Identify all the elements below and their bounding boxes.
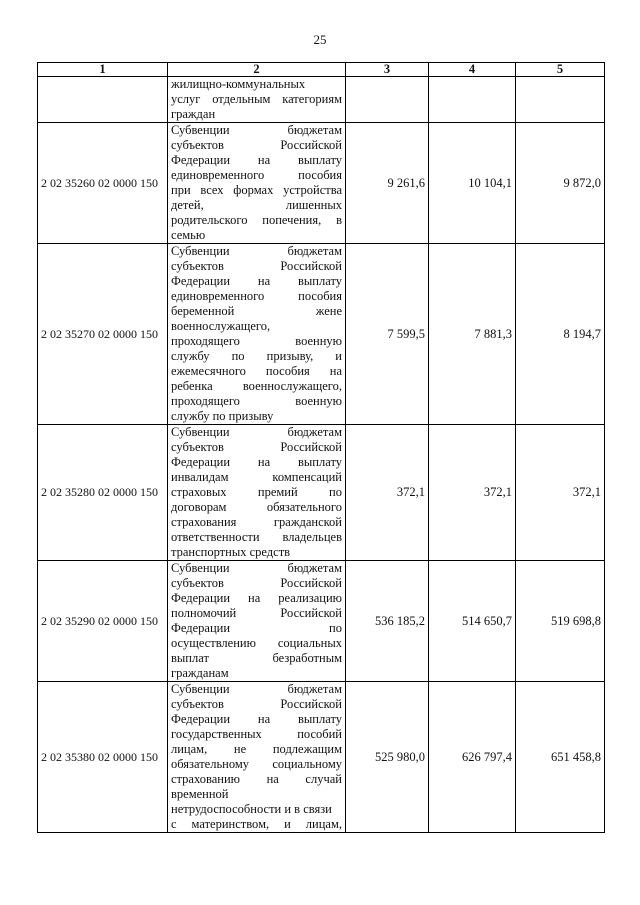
- description-line: транспортных средств: [171, 545, 291, 559]
- continuation-row: [38, 77, 605, 123]
- value-cell-col5: 9 872,0: [516, 123, 605, 244]
- value-cell: [516, 77, 605, 123]
- description-line: Федерации на выплату: [171, 153, 342, 167]
- column-header: 2: [168, 63, 346, 77]
- description-line: ежемесячного пособия на: [171, 364, 342, 378]
- column-header: 3: [346, 63, 429, 77]
- description-line: семью: [171, 228, 206, 242]
- description-line: службу по призыву: [171, 409, 274, 423]
- description-line: родительского попечения, в: [171, 213, 342, 227]
- code-cell: 2 02 35270 02 0000 150: [38, 244, 168, 425]
- column-header: 5: [516, 63, 605, 77]
- value-cell: [346, 77, 429, 123]
- table-row: [38, 561, 605, 682]
- code-cell: 2 02 35260 02 0000 150: [38, 123, 168, 244]
- description-line: полномочий Российской: [171, 606, 342, 620]
- description-line: выплат безработным: [171, 651, 342, 665]
- value-cell-col4: 626 797,4: [429, 682, 516, 833]
- description-line: жилищно-коммунальных: [171, 77, 306, 91]
- table-row: [38, 682, 605, 833]
- description-cell: [168, 244, 346, 425]
- page-number: 25: [313, 32, 327, 47]
- description-line: Федерации на выплату: [171, 274, 342, 288]
- description-line: договорам обязательного: [171, 500, 342, 514]
- value-cell-col4: 7 881,3: [429, 244, 516, 425]
- description-line: службу по призыву, и: [171, 349, 342, 363]
- description-line: страхования гражданской: [171, 515, 342, 529]
- description-line: субъектов Российской: [171, 138, 342, 152]
- description-line: нетрудоспособности и в связи: [171, 802, 332, 816]
- description-line: субъектов Российской: [171, 440, 342, 454]
- description-line: субъектов Российской: [171, 576, 342, 590]
- description-line: граждан: [171, 107, 216, 121]
- description-line: детей, лишенных: [171, 198, 342, 212]
- code-cell: [38, 77, 168, 123]
- description-line: гражданам: [171, 666, 229, 680]
- description-line: при всех формах устройства: [171, 183, 342, 197]
- description-line: ответственности владельцев: [171, 530, 342, 544]
- description-line: Субвенции бюджетам: [171, 682, 342, 696]
- description-line: Субвенции бюджетам: [171, 425, 342, 439]
- value-cell-col5: 519 698,8: [516, 561, 605, 682]
- column-header: 1: [38, 63, 168, 77]
- description-line: субъектов Российской: [171, 697, 342, 711]
- description-line: единовременного пособия: [171, 168, 342, 182]
- description-line: Федерации по: [171, 621, 342, 635]
- description-line: ребенка военнослужащего,: [171, 379, 342, 393]
- description-line: осуществлению социальных: [171, 636, 342, 650]
- description-cell: [168, 123, 346, 244]
- description-cell: [168, 561, 346, 682]
- table-row: [38, 425, 605, 561]
- description-line: Субвенции бюджетам: [171, 561, 342, 575]
- code-cell: 2 02 35280 02 0000 150: [38, 425, 168, 561]
- description-line: обязательному социальному: [171, 757, 342, 771]
- description-line: страхованию на случай: [171, 772, 342, 786]
- description-line: с материнством, и лицам,: [171, 817, 342, 831]
- code-cell: 2 02 35380 02 0000 150: [38, 682, 168, 833]
- description-line: единовременного пособия: [171, 289, 342, 303]
- description-line: Субвенции бюджетам: [171, 244, 342, 258]
- value-cell-col3: 9 261,6: [346, 123, 429, 244]
- column-header: 4: [429, 63, 516, 77]
- value-cell-col3: 536 185,2: [346, 561, 429, 682]
- description-line: услуг отдельным категориям: [171, 92, 342, 106]
- description-line: проходящего военную: [171, 394, 342, 408]
- description-line: военнослужащего,: [171, 319, 271, 333]
- description-line: временной: [171, 787, 229, 801]
- value-cell-col3: 525 980,0: [346, 682, 429, 833]
- value-cell-col5: 651 458,8: [516, 682, 605, 833]
- description-cell: [168, 682, 346, 833]
- table-row: [38, 244, 605, 425]
- description-line: Федерации на реализацию: [171, 591, 342, 605]
- description-line: страховых премий по: [171, 485, 342, 499]
- description-cell: [168, 77, 346, 123]
- description-line: инвалидам компенсаций: [171, 470, 342, 484]
- value-cell-col5: 8 194,7: [516, 244, 605, 425]
- value-cell-col3: 7 599,5: [346, 244, 429, 425]
- value-cell: [429, 77, 516, 123]
- value-cell-col5: 372,1: [516, 425, 605, 561]
- description-line: государственных пособий: [171, 727, 342, 741]
- description-line: лицам, не подлежащим: [171, 742, 342, 756]
- description-line: Субвенции бюджетам: [171, 123, 342, 137]
- table-row: [38, 123, 605, 244]
- budget-table: [37, 62, 605, 833]
- description-line: Федерации на выплату: [171, 455, 342, 469]
- description-cell: [168, 425, 346, 561]
- code-cell: 2 02 35290 02 0000 150: [38, 561, 168, 682]
- table-header-row: [38, 63, 605, 77]
- value-cell-col4: 514 650,7: [429, 561, 516, 682]
- value-cell-col4: 372,1: [429, 425, 516, 561]
- description-line: Федерации на выплату: [171, 712, 342, 726]
- description-line: субъектов Российской: [171, 259, 342, 273]
- value-cell-col4: 10 104,1: [429, 123, 516, 244]
- description-line: проходящего военную: [171, 334, 342, 348]
- description-line: беременной жене: [171, 304, 342, 318]
- value-cell-col3: 372,1: [346, 425, 429, 561]
